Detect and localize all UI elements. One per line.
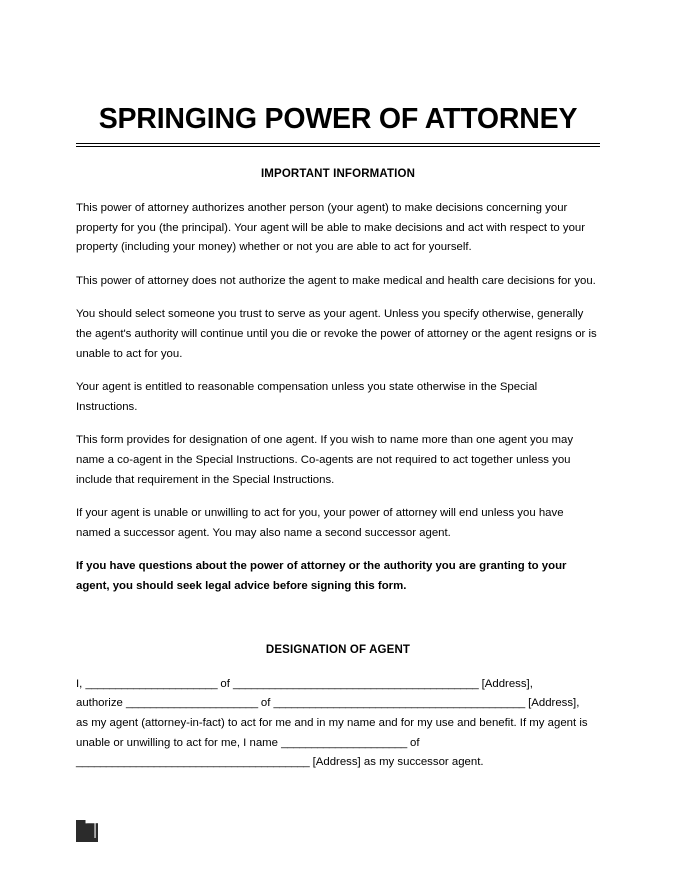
paragraph-authorization-scope: This power of attorney authorizes another person (your agent) to make decisions concerning your property for you (the principal). Your agent will be able to make decisions and act with respect to your property (including your money) whether or not you are able to act for yourself. [76,201,586,254]
label-of-agent: of [260,697,271,710]
form-line-principal [76,675,600,695]
blank-agent-name[interactable]: ______________________ [126,697,258,710]
tag-principal-address: [Address], [481,677,533,690]
section-spacer [76,597,600,644]
paragraph-co-agent: This form provides for designation of one agent. If you wish to name more than one agent you may name a co-agent in the Special Instructions. Co-agents are not required to act together unless you include that requirement in the Special Instructions. [76,434,574,486]
label-of-successor: of [410,736,420,749]
section-heading-important-information: IMPORTANT INFORMATION [260,167,416,180]
title-divider-rule-bottom [76,146,600,147]
text-agent-powers: as my agent (attorney-in-fact) to act for me and in my name and for my use and benefit. If my agent is unable or unwilling to act for me, I name [76,716,588,749]
blank-agent-address[interactable]: __________________________________________ [273,697,525,710]
blank-successor-address[interactable]: _______________________________________ [76,756,310,769]
paragraph-successor-agent: If your agent is unable or unwilling to act for you, your power of attorney will end unless you have named a successor agent. You may also name a second successor agent. [76,507,564,539]
designation-form-block [76,675,600,773]
label-authorize: authorize [76,697,123,710]
form-line-agent [76,694,600,714]
blank-principal-address[interactable]: _________________________________________ [233,677,479,690]
form-line-successor-address [76,753,600,773]
paragraph-agent-selection: You should select someone you trust to serve as your agent. Unless you specify otherwise, generally the agent's authority will continue until you die or revoke the power of attorney or the agent resigns or is unable to act for you. [76,308,597,360]
form-paragraph-successor [76,714,600,753]
title-divider-rule-top [76,143,600,144]
paragraph-medical-exclusion: This power of attorney does not authorize the agent to make medical and health care decisions for you. [76,274,596,287]
section-heading-designation-of-agent: DESIGNATION OF AGENT [265,643,411,656]
label-of-principal: of [220,677,230,690]
tag-successor-address: [Address] as my successor agent. [312,756,484,769]
blank-principal-name[interactable]: ______________________ [85,677,218,690]
label-i: I, [76,677,83,690]
title-divider [76,143,600,148]
paragraph-legal-advice-notice: If you have questions about the power of attorney or the authority you are granting to your agent, you should seek legal advice before signing this form. [76,560,567,593]
page-title: SPRINGING POWER OF ATTORNEY [98,103,578,135]
logo-icon [76,820,98,842]
legal-templates-logo [76,820,98,842]
blank-successor-name[interactable]: _____________________ [281,736,407,749]
document-content [76,0,600,773]
tag-agent-address: [Address], [528,697,580,710]
paragraph-compensation: Your agent is entitled to reasonable compensation unless you state otherwise in the Special Instructions. [76,381,538,413]
